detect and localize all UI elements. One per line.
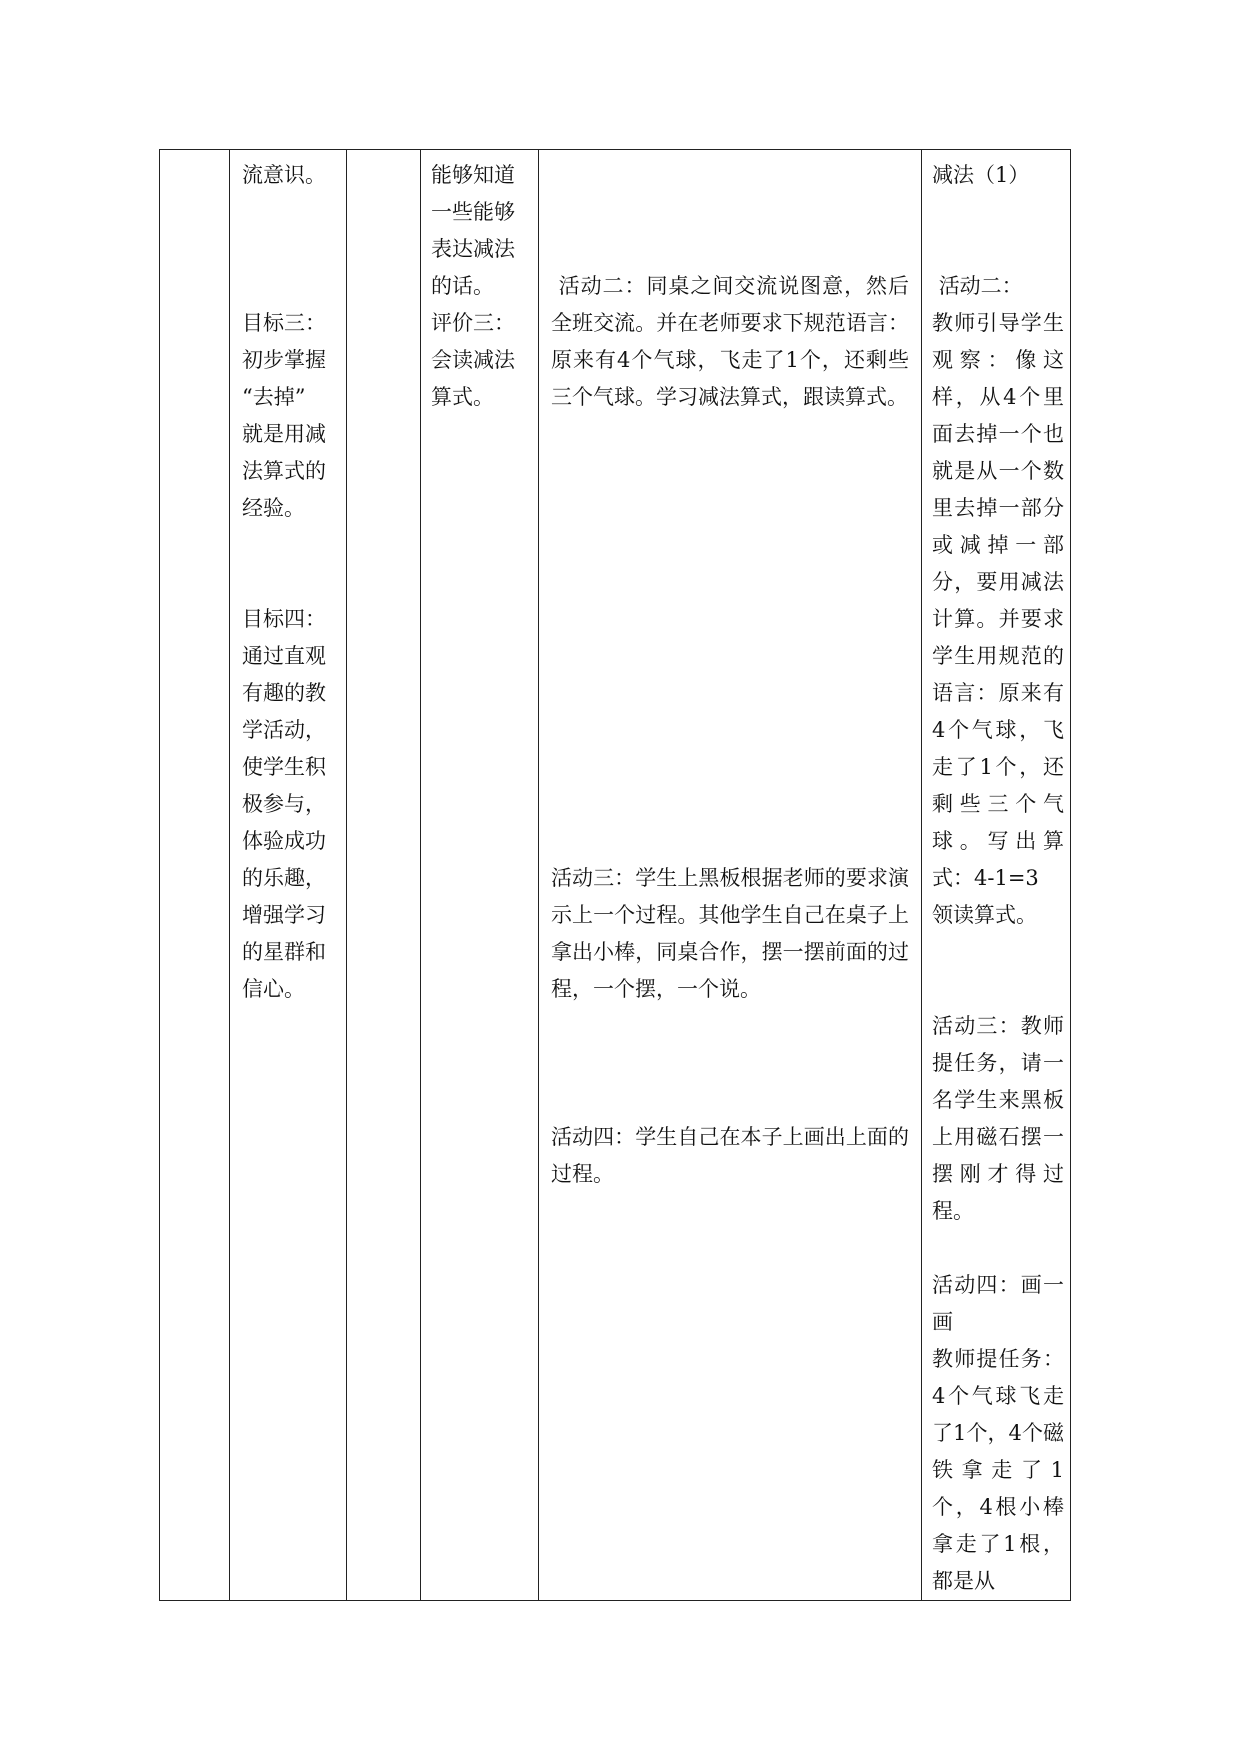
goals-text: 流意识。 目标三： 初步掌握 “去掉” 就是用减 法算式的 经验。 目标四： 通过直观 有趣的教 学活动， 使学生积 极参与， 体验成功 的乐趣， 增强学习 的星群和 信心。 bbox=[242, 163, 326, 1001]
table-row bbox=[160, 150, 1071, 1601]
student-activity-cell bbox=[539, 150, 922, 1601]
teacher-activity-cell bbox=[922, 150, 1071, 1601]
student-activity-text: 活动二：同桌之间交流说图意，然后全班交流。并在老师要求下规范语言：原来有4个气球，飞走了1个，还剩些三个气球。学习减法算式，跟读算式。 活动三：学生上黑板根据老师的要求演示上一个过程。其他学生自己在桌子上拿出小棒，同桌合作，摆一摆前面的过程，一个摆，一个说。 活动四：学生自己在本子上画出上面的过程。 bbox=[551, 274, 909, 1186]
teacher-activity-text: 减法（1） 活动二： 教师引导学生观察：像这样，从4个里面去掉一个也就是从一个数里去掉一部分或减掉一部分，要用减法计算。并要求学生用规范的语言：原来有4个气球，飞走了1个，还剩些三个气球。写出算式：4-1=3 领读算式。 活动三：教师提任务，请一名学生来黑板上用磁石摆一摆刚才得过程。 活动四：画一画 教师提任务：4个气球飞走了1个，4个磁铁拿走了1个，4根小棒拿走了1根，都是从 bbox=[932, 163, 1064, 1593]
goals-cell bbox=[230, 150, 347, 1601]
empty-cell bbox=[347, 150, 421, 1601]
section-cell bbox=[160, 150, 230, 1601]
evaluation-cell bbox=[421, 150, 539, 1601]
evaluation-text: 能够知道 一些能够 表达减法 的话。 评价三： 会读减法 算式。 bbox=[431, 163, 515, 409]
lesson-plan-table bbox=[159, 149, 1071, 1601]
